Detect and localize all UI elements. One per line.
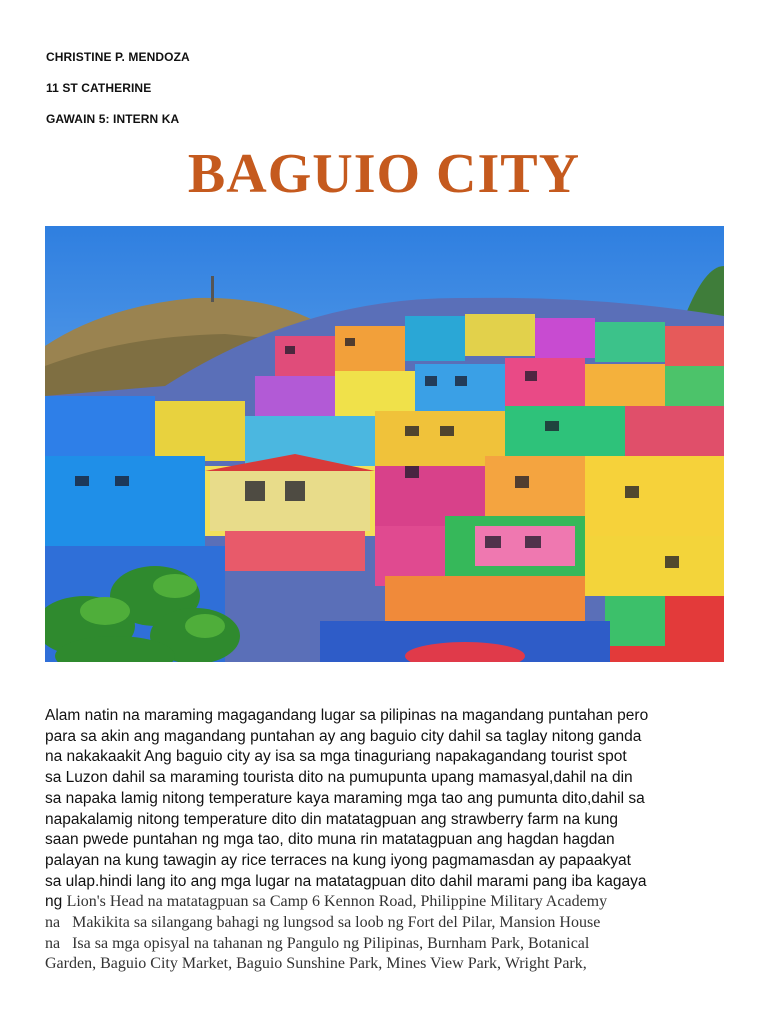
document-title: BAGUIO CITY	[187, 143, 581, 205]
body-line-10	[45, 892, 735, 913]
body-line-11: na Makikita sa silangang bahagi ng lungsod sa loob ng Fort del Pilar, Mansion House	[45, 914, 601, 932]
body-line-3: na nakakaakit Ang baguio city ay isa sa mga tinaguriang napakagandang tourist spot	[45, 748, 627, 766]
body-line-1: Alam natin na maraming magagandang lugar sa pilipinas na magandang puntahan pero	[45, 707, 649, 724]
body-line-5: sa napaka lamig nitong temperature kaya maraming mga tao ang pumunta dito,dahil sa	[45, 789, 645, 807]
body-line-10-lead: ng	[45, 893, 67, 911]
body-line-9: sa ulap.hindi lang ito ang mga lugar na matatagpuan dito dahil marami pang iba kagaya	[45, 872, 647, 890]
body-line-13: Garden, Baguio City Market, Baguio Sunshine Park, Mines View Park, Wright Park,	[45, 955, 587, 973]
colorful-houses-photo	[45, 226, 724, 662]
body-line-10-rest: Lion's Head na matatagpuan sa Camp 6 Kennon Road, Philippine Military Academy	[66, 893, 608, 911]
assignment-label: GAWAIN 5: INTERN KA	[46, 112, 180, 126]
body-line-8: palayan na kung tawagin ay rice terraces na kung iyong pagmamasdan ay papaakyat	[45, 851, 631, 869]
body-line-12: na Isa sa mga opisyal na tahanan ng Pangulo ng Pilipinas, Burnham Park, Botanical	[45, 934, 590, 952]
body-line-7: saan pwede puntahan ng mga tao, dito muna rin matatagpuan ang hagdan hagdan	[45, 831, 615, 849]
body-paragraph	[45, 706, 735, 975]
body-line-2: para sa akin ang magandang puntahan ay ang baguio city dahil sa taglay nitong ganda	[45, 727, 642, 745]
body-line-6: napakalamig nitong temperature dito din matatagpuan ang strawberry farm na kung	[45, 810, 618, 828]
body-line-4: sa Luzon dahil sa maraming tourista dito na pumupunta upang mamasyal,dahil na din	[45, 769, 633, 787]
class-section: 11 ST CATHERINE	[46, 81, 152, 95]
author-name: CHRISTINE P. MENDOZA	[46, 50, 190, 64]
